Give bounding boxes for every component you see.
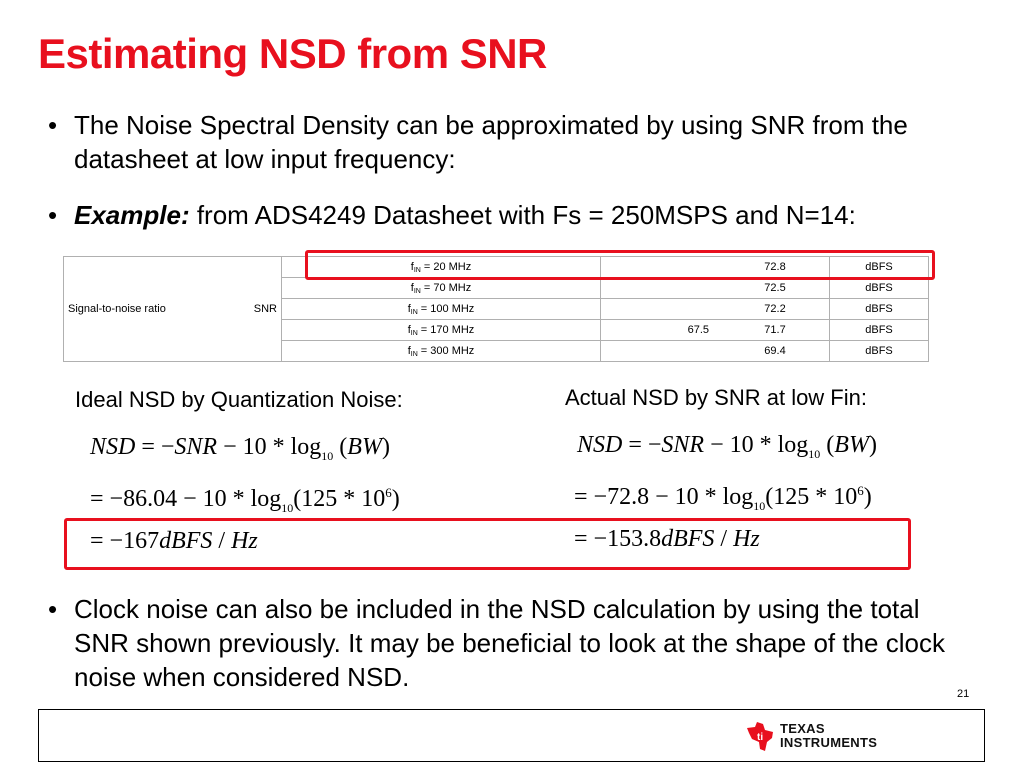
ti-logo-wordmark: TEXAS INSTRUMENTS: [780, 721, 878, 750]
snr-condition-cell: $f_{IN} = 20$ MHz: [282, 257, 601, 278]
snr-min-cell: [601, 299, 722, 320]
bullet-text: Clock noise can also be included in the NSD calculation by using the total SNR shown previously. It may be beneficial to look at the shape of the clock noise when considered NSD.: [74, 594, 945, 692]
snr-condition-cell: $f_{IN} = 70$ MHz: [282, 278, 601, 299]
svg-text:ti: ti: [757, 732, 764, 743]
snr-typ-cell: 72.2: [721, 299, 830, 320]
actual-eq-result: = −153.8dBFS / Hz: [574, 526, 760, 552]
snr-unit-cell: dBFS: [830, 341, 929, 362]
slide-title: Estimating NSD from SNR: [38, 30, 547, 77]
ideal-eq-formula: NSD = $-SNR - 10 * \log_{10} (BW)$: [90, 434, 390, 463]
bullet-text: The Noise Spectral Density can be approximated by using SNR from the datasheet at low input frequency:: [74, 110, 908, 174]
bullet-dot: •: [48, 200, 58, 230]
snr-min-cell: 67.5: [601, 320, 722, 341]
snr-parameter-cell: Signal-to-noise ratio: [64, 257, 232, 362]
bullet-clock-noise: [48, 592, 978, 694]
bullet-dot: •: [48, 110, 58, 140]
snr-symbol-cell: SNR: [231, 257, 281, 362]
ideal-eq-substitution: = $-86.04 - 10 * \log_{10}(125 * 10^6)$: [90, 485, 400, 515]
snr-typ-cell: 71.7: [721, 320, 830, 341]
snr-typ-cell: 72.5: [721, 278, 830, 299]
ideal-nsd-label: Ideal NSD by Quantization Noise:: [75, 387, 403, 412]
example-text: from ADS4249 Datasheet with Fs = 250MSPS and N=14:: [189, 200, 856, 230]
actual-eq-substitution: = $-72.8 - 10 * \log_{10}(125 * 10^6)$: [574, 483, 872, 513]
bullet-example: [48, 198, 978, 232]
highlight-row-box: [305, 250, 935, 280]
ideal-eq-result: = −167dBFS / Hz: [90, 528, 258, 554]
page-number: 21: [957, 688, 970, 700]
snr-condition-cell: $f_{IN} = 300$ MHz: [282, 341, 601, 362]
actual-eq-formula: NSD = $-SNR - 10 * \log_{10} (BW)$: [577, 432, 877, 461]
snr-unit-cell: dBFS: [830, 278, 929, 299]
snr-min-cell: [601, 278, 722, 299]
snr-unit-cell: dBFS: [830, 257, 929, 278]
snr-condition-cell: $f_{IN} = 170$ MHz: [282, 320, 601, 341]
snr-condition-cell: $f_{IN} = 100$ MHz: [282, 299, 601, 320]
highlight-result-box: [64, 518, 911, 570]
snr-min-cell: [601, 341, 722, 362]
snr-typ-cell: 72.8: [721, 257, 830, 278]
snr-unit-cell: dBFS: [830, 299, 929, 320]
actual-nsd-label: Actual NSD by SNR at low Fin:: [565, 385, 867, 410]
bullet-nsd-intro: [48, 108, 978, 176]
example-label: Example:: [74, 200, 190, 230]
bullet-dot: •: [48, 594, 58, 624]
snr-unit-cell: dBFS: [830, 320, 929, 341]
snr-typ-cell: 69.4: [721, 341, 830, 362]
